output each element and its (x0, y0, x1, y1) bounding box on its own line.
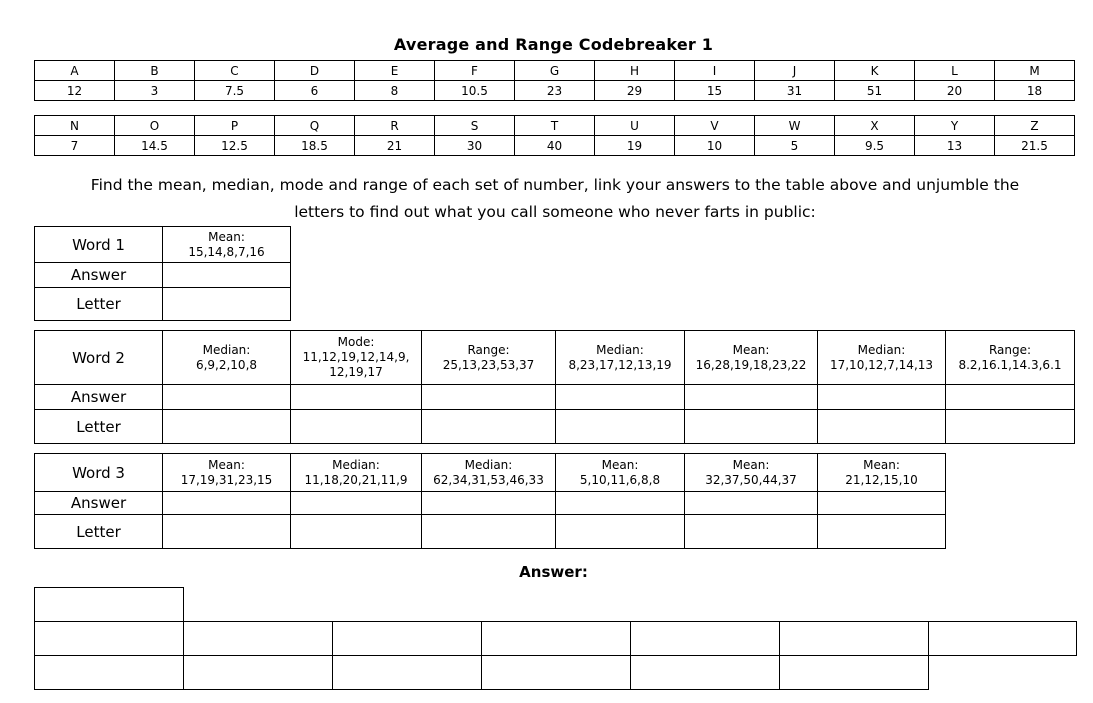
code-values-row (35, 81, 1075, 101)
code-letter: N (35, 116, 115, 136)
answer-box-word2[interactable] (779, 621, 929, 656)
answer-input-cell[interactable] (946, 385, 1075, 410)
word1-table (34, 226, 291, 321)
instructions-line-2: letters to find out what you call someone who never farts in public: (294, 203, 816, 221)
code-letter: D (275, 61, 355, 81)
question-cell (946, 331, 1075, 385)
code-value: 6 (275, 81, 355, 101)
code-letter: V (675, 116, 755, 136)
question-numbers: 62,34,31,53,46,33 (433, 472, 544, 487)
word3-table (34, 453, 946, 549)
question-numbers: 11,12,19,12,14,9, (302, 350, 410, 364)
code-values-row (35, 136, 1075, 156)
code-value: 51 (835, 81, 915, 101)
answer-box-word3[interactable] (332, 655, 482, 690)
question-cell (163, 454, 291, 492)
page-title: Average and Range Codebreaker 1 (393, 35, 714, 54)
code-value: 23 (515, 81, 595, 101)
word1-label: Word 1 (35, 227, 163, 263)
code-value: 9.5 (835, 136, 915, 156)
question-type: Median: (596, 342, 644, 357)
code-letter: M (995, 61, 1075, 81)
answer-input-cell[interactable] (291, 492, 422, 515)
letter-input-cell[interactable] (422, 410, 556, 444)
code-letter: Z (995, 116, 1075, 136)
question-type: Median: (857, 342, 906, 357)
answer-input-cell[interactable] (422, 385, 556, 410)
answer-box-word2[interactable] (34, 621, 184, 656)
word3-label: Word 3 (35, 454, 163, 492)
answer-label: Answer (35, 263, 163, 288)
answer-label: Answer (35, 492, 163, 515)
question-type: Median: (202, 342, 251, 357)
answer-box-word3[interactable] (183, 655, 333, 690)
answer-box-word3[interactable] (481, 655, 631, 690)
code-letter: U (595, 116, 675, 136)
code-letter: K (835, 61, 915, 81)
word2-letter-row (35, 410, 1075, 444)
letter-input-cell[interactable] (556, 515, 685, 549)
question-cell (163, 227, 291, 263)
question-cell (685, 331, 818, 385)
answer-input-cell[interactable] (163, 385, 291, 410)
answer-box-word3[interactable] (630, 655, 780, 690)
letter-label: Letter (35, 288, 163, 321)
question-cell (291, 331, 422, 385)
code-letter: G (515, 61, 595, 81)
question-type: Range: (467, 342, 510, 357)
letter-input-cell[interactable] (818, 410, 946, 444)
code-table-n-z (34, 115, 1075, 156)
answer-input-cell[interactable] (818, 492, 946, 515)
code-value: 12 (35, 81, 115, 101)
answer-box-word3[interactable] (779, 655, 929, 690)
question-numbers: 11,18,20,21,11,9 (304, 472, 408, 487)
answer-input-cell[interactable] (685, 385, 818, 410)
code-value: 13 (915, 136, 995, 156)
code-table-a-m (34, 60, 1075, 101)
question-cell (163, 331, 291, 385)
code-value: 14.5 (115, 136, 195, 156)
code-value: 29 (595, 81, 675, 101)
answer-box-word2[interactable] (183, 621, 333, 656)
code-letter: O (115, 116, 195, 136)
question-type: Mean: (601, 457, 639, 472)
word3-letter-row (35, 515, 946, 549)
question-numbers: 8.2,16.1,14.3,6.1 (958, 357, 1062, 372)
letter-label: Letter (35, 515, 163, 549)
code-value: 20 (915, 81, 995, 101)
answer-input-cell[interactable] (422, 492, 556, 515)
code-value: 7 (35, 136, 115, 156)
code-value: 3 (115, 81, 195, 101)
word3-question-row (35, 454, 946, 492)
code-value: 21 (355, 136, 435, 156)
code-value: 30 (435, 136, 515, 156)
question-cell (422, 331, 556, 385)
letter-input-cell[interactable] (163, 288, 291, 321)
code-letters-row (35, 116, 1075, 136)
answer-box-word2[interactable] (630, 621, 780, 656)
code-value: 18 (995, 81, 1075, 101)
code-letter: I (675, 61, 755, 81)
code-letter: R (355, 116, 435, 136)
question-type: Mean: (863, 457, 900, 472)
answer-input-cell[interactable] (556, 492, 685, 515)
letter-input-cell[interactable] (685, 515, 818, 549)
code-letters-row (35, 61, 1075, 81)
question-type: Mean: (732, 342, 770, 357)
word2-question-row (35, 331, 1075, 385)
code-value: 21.5 (995, 136, 1075, 156)
word2-label: Word 2 (35, 331, 163, 385)
question-cell (291, 454, 422, 492)
answer-box-word3[interactable] (34, 655, 184, 690)
code-value: 19 (595, 136, 675, 156)
code-letter: E (355, 61, 435, 81)
letter-input-cell[interactable] (685, 410, 818, 444)
answer-input-cell[interactable] (818, 385, 946, 410)
word2-table (34, 330, 1075, 444)
code-letter: C (195, 61, 275, 81)
code-letter: J (755, 61, 835, 81)
code-letter: F (435, 61, 515, 81)
code-letter: S (435, 116, 515, 136)
code-letter: Q (275, 116, 355, 136)
answer-box-word2[interactable] (481, 621, 631, 656)
code-value: 8 (355, 81, 435, 101)
word3-answer-row (35, 492, 946, 515)
code-letter: X (835, 116, 915, 136)
word1-answer-row (35, 263, 291, 288)
question-type: Mean: (208, 229, 245, 244)
question-numbers: 32,37,50,44,37 (705, 472, 797, 487)
letter-input-cell[interactable] (818, 515, 946, 549)
answer-input-cell[interactable] (163, 492, 291, 515)
question-cell (818, 331, 946, 385)
code-letter: P (195, 116, 275, 136)
question-numbers: 21,12,15,10 (845, 472, 918, 487)
letter-input-cell[interactable] (291, 515, 422, 549)
answer-label: Answer (35, 385, 163, 410)
question-type: Range: (988, 342, 1032, 357)
code-value: 12.5 (195, 136, 275, 156)
question-numbers: 16,28,19,18,23,22 (695, 357, 807, 372)
question-numbers: 8,23,17,12,13,19 (568, 357, 672, 372)
code-value: 7.5 (195, 81, 275, 101)
answer-box-word2[interactable] (928, 621, 1077, 656)
question-numbers: 6,9,2,10,8 (195, 357, 258, 372)
question-type: Mode: (337, 335, 375, 349)
question-type: Mean: (732, 457, 770, 472)
question-type: Median: (464, 457, 513, 472)
code-letter: H (595, 61, 675, 81)
letter-input-cell[interactable] (946, 410, 1075, 444)
code-value: 31 (755, 81, 835, 101)
question-type: Median: (332, 457, 380, 472)
question-type: Mean: (208, 457, 245, 472)
question-numbers: 25,13,23,53,37 (442, 357, 535, 372)
answer-box-word2[interactable] (332, 621, 482, 656)
answer-input-cell[interactable] (291, 385, 422, 410)
question-numbers: 17,19,31,23,15 (180, 472, 273, 487)
letter-input-cell[interactable] (163, 515, 291, 549)
code-letter: B (115, 61, 195, 81)
question-numbers: 15,14,8,7,16 (188, 244, 265, 259)
code-letter: L (915, 61, 995, 81)
code-value: 5 (755, 136, 835, 156)
code-value: 15 (675, 81, 755, 101)
code-letter: W (755, 116, 835, 136)
letter-input-cell[interactable] (556, 410, 685, 444)
letter-label: Letter (35, 410, 163, 444)
code-value: 40 (515, 136, 595, 156)
instructions (40, 172, 1070, 226)
code-letter: Y (915, 116, 995, 136)
question-numbers: 17,10,12,7,14,13 (829, 357, 934, 372)
question-cell (818, 454, 946, 492)
answer-title: Answer: (519, 563, 588, 581)
answer-box-word1[interactable] (34, 587, 184, 622)
letter-input-cell[interactable] (163, 410, 291, 444)
code-value: 10 (675, 136, 755, 156)
letter-input-cell[interactable] (291, 410, 422, 444)
answer-input-cell[interactable] (685, 492, 818, 515)
word1-question-row (35, 227, 291, 263)
word2-answer-row (35, 385, 1075, 410)
question-numbers-cont: 12,19,17 (329, 365, 383, 379)
instructions-line-1: Find the mean, median, mode and range of each set of number, link your answers to the table above and unjumble the (90, 176, 1020, 194)
code-value: 10.5 (435, 81, 515, 101)
question-cell (556, 331, 685, 385)
question-numbers: 5,10,11,6,8,8 (579, 472, 661, 487)
code-letter: T (515, 116, 595, 136)
question-cell (685, 454, 818, 492)
answer-input-cell[interactable] (163, 263, 291, 288)
code-value: 18.5 (275, 136, 355, 156)
question-cell (422, 454, 556, 492)
word1-letter-row (35, 288, 291, 321)
letter-input-cell[interactable] (422, 515, 556, 549)
question-cell (556, 454, 685, 492)
answer-input-cell[interactable] (556, 385, 685, 410)
code-letter: A (35, 61, 115, 81)
